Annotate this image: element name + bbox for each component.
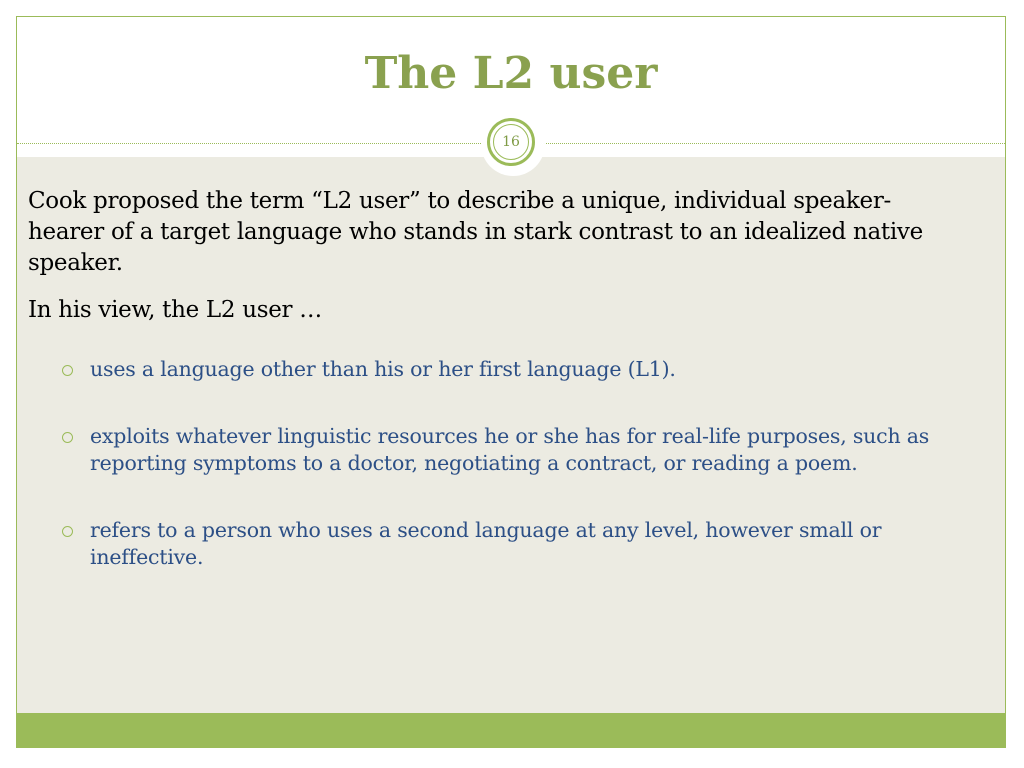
slide-content <box>28 186 958 611</box>
list-item <box>28 356 958 383</box>
lead-in-paragraph: In his view, the L2 user … <box>28 297 322 323</box>
bullet-text: refers to a person who uses a second language at any level, however small or ineffective. <box>90 518 882 569</box>
hollow-circle-icon <box>62 365 73 376</box>
slide-number-ring <box>493 124 529 160</box>
slide-number-badge <box>487 118 535 166</box>
bullet-text: exploits whatever linguistic resources he or she has for real-life purposes, such as reporting symptoms to a doctor, negotiating a contract, or reading a poem. <box>90 424 930 475</box>
bullet-list <box>28 356 958 571</box>
list-item <box>28 517 958 571</box>
bullet-text: uses a language other than his or her first language (L1). <box>90 357 676 381</box>
slide-number: 16 <box>502 134 520 150</box>
intro-paragraph: Cook proposed the term “L2 user” to describe a unique, individual speaker-hearer of a target language who stands in stark contrast to an idealized native speaker. <box>28 188 923 276</box>
footer-bar <box>17 713 1005 747</box>
hollow-circle-icon <box>62 526 73 537</box>
slide-title: The L2 user <box>364 48 658 99</box>
hollow-circle-icon <box>62 432 73 443</box>
list-item <box>28 423 958 477</box>
